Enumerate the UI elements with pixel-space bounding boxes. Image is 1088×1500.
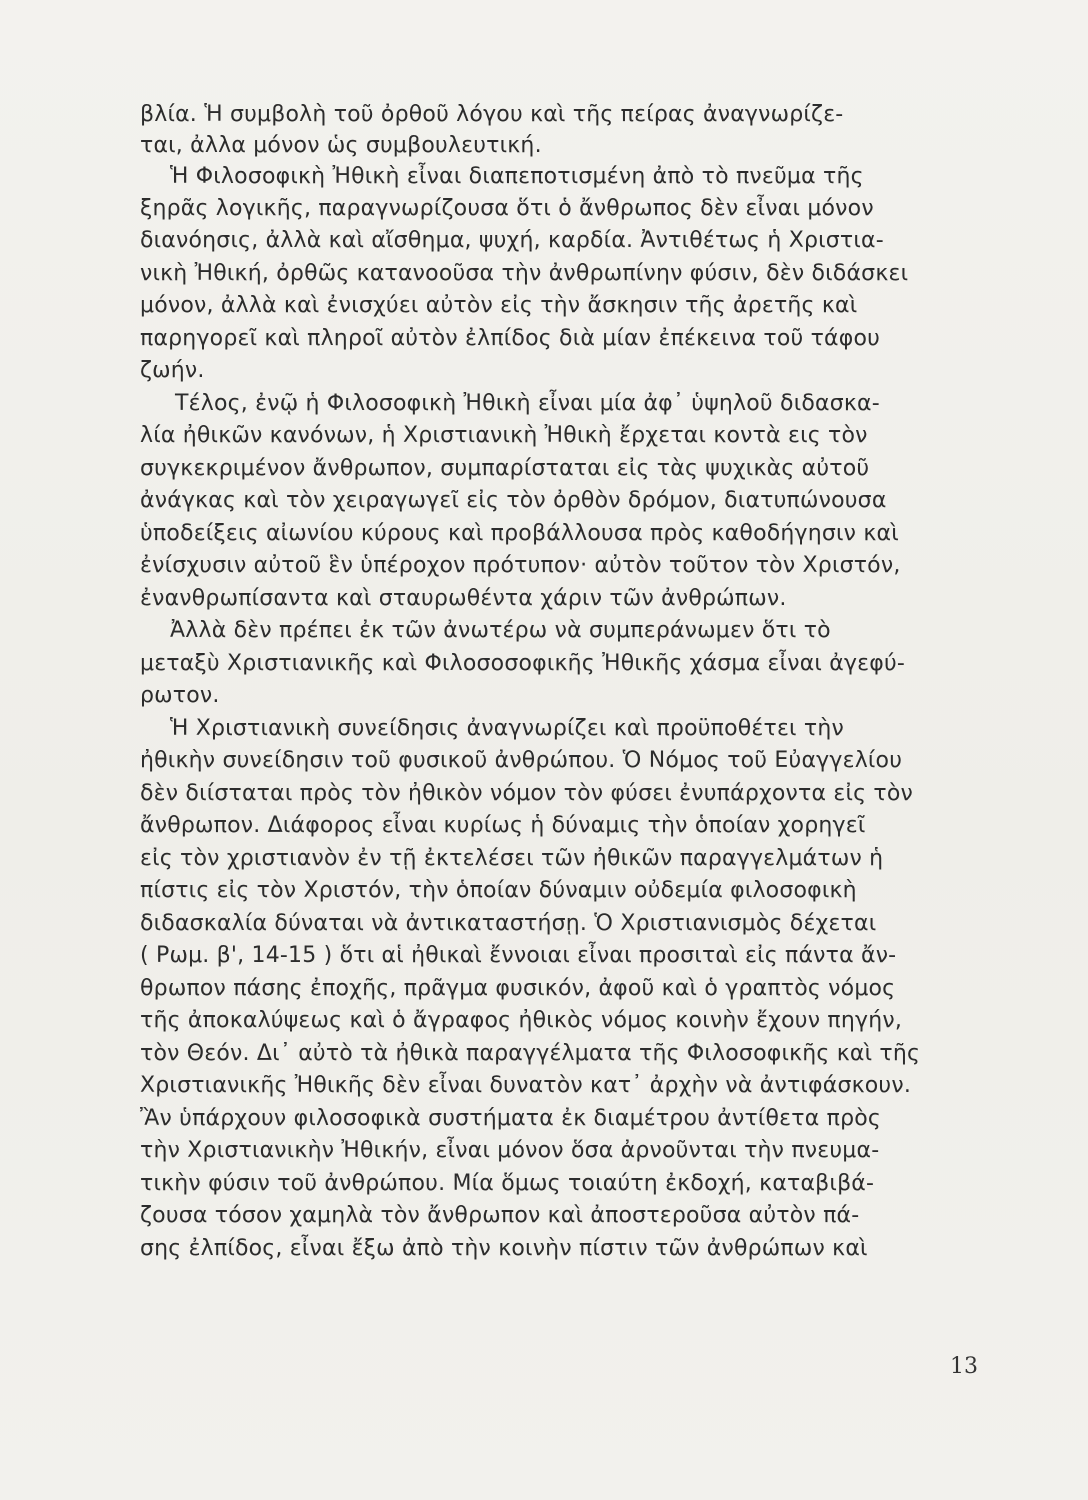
text-line: ( Ρωμ. β', 14-15 ) ὅτι αἱ ἠθικαὶ ἔννοιαι εἶναι προσιταὶ εἰς πάντα ἄν-: [140, 943, 897, 968]
text-line: εἰς τὸν χριστιανὸν ἐν τῇ ἐκτελέσει τῶν ἠθικῶν παραγγελμάτων ἡ: [140, 846, 884, 871]
text-line: συγκεκριμένον ἄνθρωπον, συμπαρίσταται εἰς τὰς ψυχικὰς αὐτοῦ: [140, 456, 870, 481]
text-line: λία ἠθικῶν κανόνων, ἡ Χριστιανικὴ Ἠθικὴ ἔρχεται κοντὰ εις τὸν: [140, 423, 868, 448]
text-line: Ἀλλὰ δὲν πρέπει ἐκ τῶν ἀνωτέρω νὰ συμπεράνωμεν ὅτι τὸ: [170, 618, 831, 643]
text-line: Χριστιανικῆς Ἠθικῆς δὲν εἶναι δυνατὸν κατ᾽ ἀρχὴν νὰ ἀντιφάσκουν.: [140, 1073, 912, 1098]
text-line: βλία. Ἡ συμβολὴ τοῦ ὀρθοῦ λόγου καὶ τῆς πείρας ἀναγνωρίζε-: [140, 102, 844, 127]
text-line: ται, ἀλλα μόνον ὡς συμβουλευτική.: [140, 133, 542, 158]
text-line: παρηγορεῖ καὶ πληροῖ αὐτὸν ἐλπίδος διὰ μίαν ἐπέκεινα τοῦ τάφου: [140, 326, 881, 351]
text-line: τῆς ἀποκαλύψεως καὶ ὁ ἄγραφος ἠθικὸς νόμος κοινὴν ἔχουν πηγήν,: [140, 1008, 903, 1033]
text-line: μεταξὺ Χριστιανικῆς καὶ Φιλοσοσοφικῆς Ἠθικῆς χάσμα εἶναι ἀγεφύ-: [140, 651, 906, 676]
text-line: ἐνανθρωπίσαντα καὶ σταυρωθέντα χάριν τῶν ἀνθρώπων.: [140, 586, 787, 611]
text-line: ζουσα τόσον χαμηλὰ τὸν ἄνθρωπον καὶ ἀποστεροῦσα αὐτὸν πά-: [140, 1203, 860, 1228]
text-line: ρωτον.: [140, 683, 220, 708]
page-number: 13: [950, 1354, 978, 1379]
text-line: ἄνθρωπον. Διάφορος εἶναι κυρίως ἡ δύναμις τὴν ὁποίαν χορηγεῖ: [140, 813, 866, 838]
text-line: Ἂν ὑπάρχουν φιλοσοφικὰ συστήματα ἐκ διαμέτρου ἀντίθετα πρὸς: [140, 1106, 882, 1131]
text-line: ξηρᾶς λογικῆς, παραγνωρίζουσα ὅτι ὁ ἄνθρωπος δὲν εἶναι μόνον: [140, 196, 874, 221]
text-line: ἐνίσχυσιν αὐτοῦ ἓν ὑπέροχον πρότυπον· αὐτὸν τοῦτον τὸν Χριστόν,: [140, 553, 901, 578]
text-line: ζωήν.: [140, 358, 205, 383]
text-line: διδασκαλία δύναται νὰ ἀντικαταστήσῃ. Ὁ Χριστιανισμὸς δέχεται: [140, 911, 877, 936]
text-line: ὑποδείξεις αἰωνίου κύρους καὶ προβάλλουσα πρὸς καθοδήγησιν καὶ: [140, 521, 899, 546]
text-line: διανόησις, ἀλλὰ καὶ αἴσθημα, ψυχή, καρδία. Ἀντιθέτως ἡ Χριστια-: [140, 228, 884, 253]
text-line: τὸν Θεόν. Δι᾽ αὐτὸ τὰ ἠθικὰ παραγγέλματα τῆς Φιλοσοφικῆς καὶ τῆς: [140, 1041, 921, 1066]
text-line: Ἡ Φιλοσοφικὴ Ἠθικὴ εἶναι διαπεποτισμένη ἀπὸ τὸ πνεῦμα τῆς: [170, 164, 864, 189]
text-line: θρωπον πάσης ἐποχῆς, πρᾶγμα φυσικόν, ἀφοῦ καὶ ὁ γραπτὸς νόμος: [140, 976, 896, 1001]
text-line: σης ἐλπίδος, εἶναι ἔξω ἀπὸ τὴν κοινὴν πίστιν τῶν ἀνθρώπων καὶ: [140, 1236, 868, 1261]
text-line: δὲν διίσταται πρὸς τὸν ἠθικὸν νόμον τὸν φύσει ἐνυπάρχοντα εἰς τὸν: [140, 781, 914, 806]
text-line: Ἡ Χριστιανικὴ συνείδησις ἀναγνωρίζει καὶ προϋποθέτει τὴν: [170, 716, 844, 741]
text-line: ἠθικὴν συνείδησιν τοῦ φυσικοῦ ἀνθρώπου. Ὁ Νόμος τοῦ Εὐαγγελίου: [140, 748, 903, 773]
text-line: [140, 1266, 970, 1296]
text-line: ἀνάγκας καὶ τὸν χειραγωγεῖ εἰς τὸν ὀρθὸν δρόμον, διατυπώνουσα: [140, 488, 887, 513]
text-line: Τέλος, ἐνῷ ἡ Φιλοσοφικὴ Ἠθικὴ εἶναι μία ἀφ᾽ ὑψηλοῦ διδασκα-: [175, 391, 880, 416]
text-line: νικὴ Ἠθική, ὀρθῶς κατανοοῦσα τὴν ἀνθρωπίνην φύσιν, δὲν διδάσκει: [140, 261, 909, 286]
text-line: τικὴν φύσιν τοῦ ἀνθρώπου. Μία ὅμως τοιαύτη ἐκδοχή, καταβιβά-: [140, 1171, 875, 1196]
text-line: τὴν Χριστιανικὴν Ἠθικήν, εἶναι μόνον ὅσα ἀρνοῦνται τὴν πνευμα-: [140, 1138, 880, 1163]
text-line: μόνον, ἀλλὰ καὶ ἐνισχύει αὐτὸν εἰς τὴν ἄσκησιν τῆς ἀρετῆς καὶ: [140, 293, 858, 318]
text-line: πίστις εἰς τὸν Χριστόν, τὴν ὁποίαν δύναμιν οὐδεμία φιλοσοφικὴ: [140, 878, 857, 903]
